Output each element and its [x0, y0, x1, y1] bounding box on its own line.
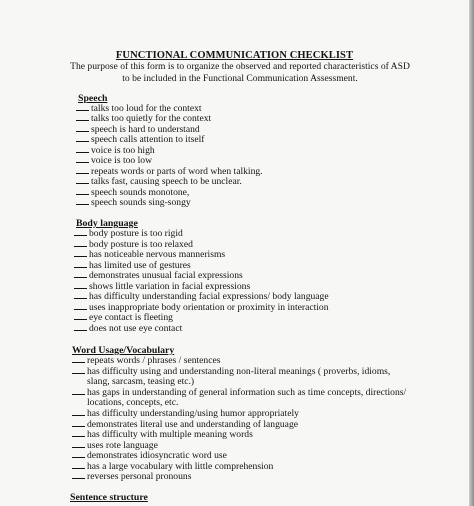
section-heading-speech: Speech [78, 93, 108, 104]
checkbox-blank[interactable] [72, 426, 85, 427]
checklist-item: uses inappropriate body orientation or proximity in interaction [74, 303, 329, 314]
checklist-item: repeats words / phrases / sentences [72, 356, 220, 367]
checklist-item: does not use eye contact [74, 324, 182, 335]
checklist-item: eye contact is fleeting [74, 313, 173, 324]
page-edge-shadow [469, 0, 474, 506]
checkbox-blank[interactable] [72, 436, 85, 437]
checkbox-blank[interactable] [76, 183, 89, 184]
checklist-item: voice is too low [76, 156, 152, 167]
checkbox-blank[interactable] [74, 298, 87, 299]
checkbox-blank[interactable] [72, 468, 85, 469]
checklist-item: has noticeable nervous mannerisms [74, 250, 225, 261]
checkbox-blank[interactable] [76, 120, 89, 121]
section-heading-word-usage: Word Usage/Vocabulary [72, 345, 175, 356]
checklist-item: body posture is too relaxed [74, 240, 193, 251]
checkbox-blank[interactable] [76, 110, 89, 111]
checklist-item: repeats words or parts of word when talking. [76, 167, 263, 178]
checkbox-blank[interactable] [72, 447, 85, 448]
checkbox-blank[interactable] [72, 415, 85, 416]
checkbox-blank[interactable] [72, 394, 85, 395]
checkbox-blank[interactable] [74, 246, 87, 247]
checklist-item-continuation: slang, sarcasm, teasing etc.) [87, 376, 195, 387]
intro-paragraph [60, 61, 420, 84]
checklist-item-continuation: locations, concepts, etc. [87, 397, 179, 408]
checkbox-blank[interactable] [76, 204, 89, 205]
section-heading-body-language: Body language [76, 218, 138, 229]
checklist-item: reverses personal pronouns [72, 472, 191, 483]
checkbox-blank[interactable] [76, 141, 89, 142]
checklist-item: talks too quietly for the context [76, 114, 211, 125]
checklist-item: demonstrates literal use and understanding of language [72, 420, 298, 431]
intro-line-1: The purpose of this form is to organize the observed and reported characteristics of ASD [70, 61, 410, 72]
checkbox-blank[interactable] [74, 267, 87, 268]
checkbox-blank[interactable] [76, 162, 89, 163]
checklist-item: speech sounds monotone, [76, 188, 189, 199]
checkbox-blank[interactable] [76, 152, 89, 153]
checkbox-blank[interactable] [74, 256, 87, 257]
checkbox-blank[interactable] [76, 131, 89, 132]
checkbox-blank[interactable] [74, 330, 87, 331]
checkbox-blank[interactable] [72, 362, 85, 363]
checklist-item: has gaps in understanding of general information such as time concepts, directions/ [72, 388, 406, 399]
checklist-item: talks fast, causing speech to be unclear. [76, 177, 242, 188]
checkbox-blank[interactable] [76, 173, 89, 174]
checklist-item: speech sounds sing-songy [76, 198, 191, 209]
checklist-item: shows little variation in facial expressions [74, 282, 250, 293]
checklist-item: has difficulty with multiple meaning words [72, 430, 253, 441]
checklist-item: speech is hard to understand [76, 125, 200, 136]
document-title: FUNCTIONAL COMMUNICATION CHECKLIST [115, 50, 354, 61]
checklist-item: demonstrates idiosyncratic word use [72, 451, 227, 462]
checklist-item: speech calls attention to itself [76, 135, 205, 146]
checkbox-blank[interactable] [72, 457, 85, 458]
checklist-item: body posture is too rigid [74, 229, 183, 240]
section-heading-sentence-structure: Sentence structure [70, 492, 148, 503]
checklist-item: has difficulty understanding facial expressions/ body language [74, 292, 329, 303]
checkbox-blank[interactable] [72, 373, 85, 374]
checklist-item: voice is too high [76, 146, 155, 157]
checklist-item: uses rote language [72, 441, 158, 452]
checklist-item: has a large vocabulary with little comprehension [72, 462, 273, 473]
intro-line-2: to be included in the Functional Communication Assessment. [122, 72, 358, 84]
checkbox-blank[interactable] [74, 277, 87, 278]
checkbox-blank[interactable] [74, 309, 87, 310]
checkbox-blank[interactable] [72, 478, 85, 479]
checkbox-blank[interactable] [74, 235, 87, 236]
checklist-item: talks too loud for the context [76, 104, 202, 115]
checklist-item: demonstrates unusual facial expressions [74, 271, 243, 282]
checkbox-blank[interactable] [74, 288, 87, 289]
checkbox-blank[interactable] [76, 194, 89, 195]
checklist-item: has difficulty understanding/using humor appropriately [72, 409, 299, 420]
checklist-item: has limited use of gestures [74, 261, 191, 272]
checkbox-blank[interactable] [74, 319, 87, 320]
checklist-item: has difficulty using and understanding non-literal meanings ( proverbs, idioms, [72, 367, 390, 378]
